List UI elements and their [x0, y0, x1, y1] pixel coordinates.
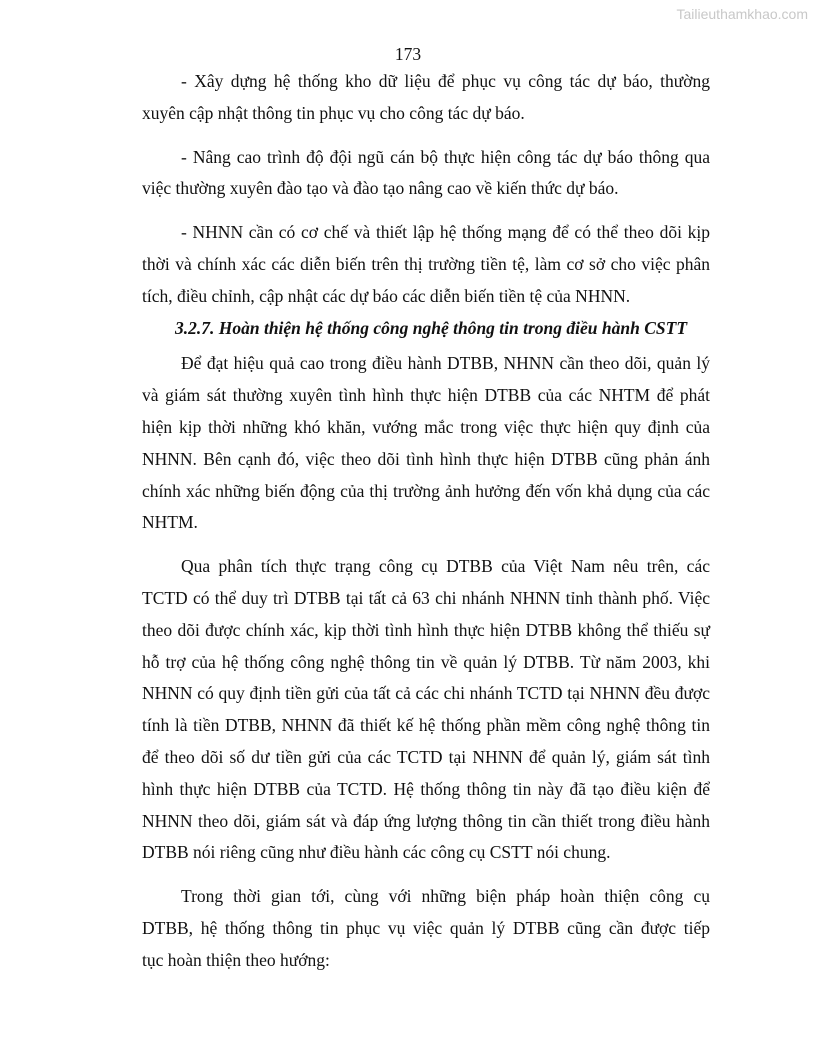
page-number: 173	[394, 44, 422, 64]
text-line: thời và chính xác các diễn biến trên thị trường tiền tệ, làm cơ sở cho việc phân	[142, 253, 710, 274]
text-line: Qua phân tích thực trạng công cụ DTBB của Việt Nam nêu trên, các	[181, 556, 710, 577]
text-line: theo dõi được chính xác, kịp thời tình hình thực hiện DTBB không thể thiếu sự	[142, 619, 710, 640]
watermark: Tailieuthamkhao.com	[676, 6, 808, 22]
body-paragraph-future	[142, 881, 710, 976]
text-line: DTBB nói riêng cũng như điều hành các công cụ CSTT nói chung.	[142, 842, 611, 863]
text-line: TCTD có thể duy trì DTBB tại tất cả 63 chi nhánh NHNN tỉnh thành phố. Việc	[142, 587, 710, 608]
text-line: NHNN theo dõi, giám sát và đáp ứng lượng thông tin cần thiết trong điều hành	[142, 810, 710, 831]
text-line: - Nâng cao trình độ đội ngũ cán bộ thực hiện công tác dự báo thông qua	[181, 146, 710, 167]
document-body	[142, 66, 710, 977]
bullet-paragraph-network-monitoring	[142, 217, 710, 312]
text-line: Để đạt hiệu quả cao trong điều hành DTBB, NHNN cần theo dõi, quản lý	[181, 353, 710, 374]
text-line: DTBB, hệ thống thông tin phục vụ việc quản lý DTBB cũng cần được tiếp	[142, 917, 710, 938]
text-line: hình thực hiện DTBB của TCTD. Hệ thống thông tin này đã tạo điều kiện để	[142, 778, 710, 799]
text-line: - Xây dựng hệ thống kho dữ liệu để phục vụ công tác dự báo, thường	[181, 71, 710, 91]
text-line: xuyên cập nhật thông tin phục vụ cho công tác dự báo.	[142, 102, 525, 123]
body-paragraph-monitoring	[142, 348, 710, 539]
bullet-paragraph-staff-training	[142, 142, 710, 206]
text-line: tục hoàn thiện theo hướng:	[142, 949, 330, 970]
body-paragraph-analysis	[142, 551, 710, 869]
text-line: Trong thời gian tới, cùng với những biện pháp hoàn thiện công cụ	[181, 886, 710, 907]
text-line: tích, điều chỉnh, cập nhật các dự báo các diễn biến tiền tệ của NHNN.	[142, 285, 631, 306]
text-line: tính là tiền DTBB, NHNN đã thiết kế hệ thống phần mềm công nghệ thông tin	[142, 715, 710, 736]
bullet-paragraph-data-warehouse	[142, 66, 710, 130]
text-line: hỗ trợ của hệ thống công nghệ thông tin về quản lý DTBB. Từ năm 2003, khi	[142, 651, 710, 672]
text-line: - NHNN cần có cơ chế và thiết lập hệ thống mạng để có thể theo dõi kịp	[181, 222, 710, 243]
text-line: NHNN có quy định tiền gửi của tất cả các chi nhánh TCTD tại NHNN đều được	[142, 683, 710, 704]
text-line: hiện kịp thời những khó khăn, vướng mắc trong việc thực hiện quy định của	[142, 416, 710, 437]
text-line: NHNN. Bên cạnh đó, việc theo dõi tình hình thực hiện DTBB cũng phản ánh	[142, 448, 710, 469]
text-line: và giám sát thường xuyên tình hình thực hiện DTBB của các NHTM để phát	[142, 385, 710, 406]
text-line: chính xác những biến động của thị trường ảnh hưởng đến vốn khả dụng của các	[142, 480, 710, 501]
text-line: việc thường xuyên đào tạo và đào tạo nâng cao về kiến thức dự báo.	[142, 178, 619, 199]
text-line: để theo dõi số dư tiền gửi của các TCTD tại NHNN để quản lý, giám sát tình	[142, 746, 710, 767]
section-heading: 3.2.7. Hoàn thiện hệ thống công nghệ thông tin trong điều hành CSTT	[174, 317, 688, 338]
text-line: NHTM.	[142, 512, 198, 533]
